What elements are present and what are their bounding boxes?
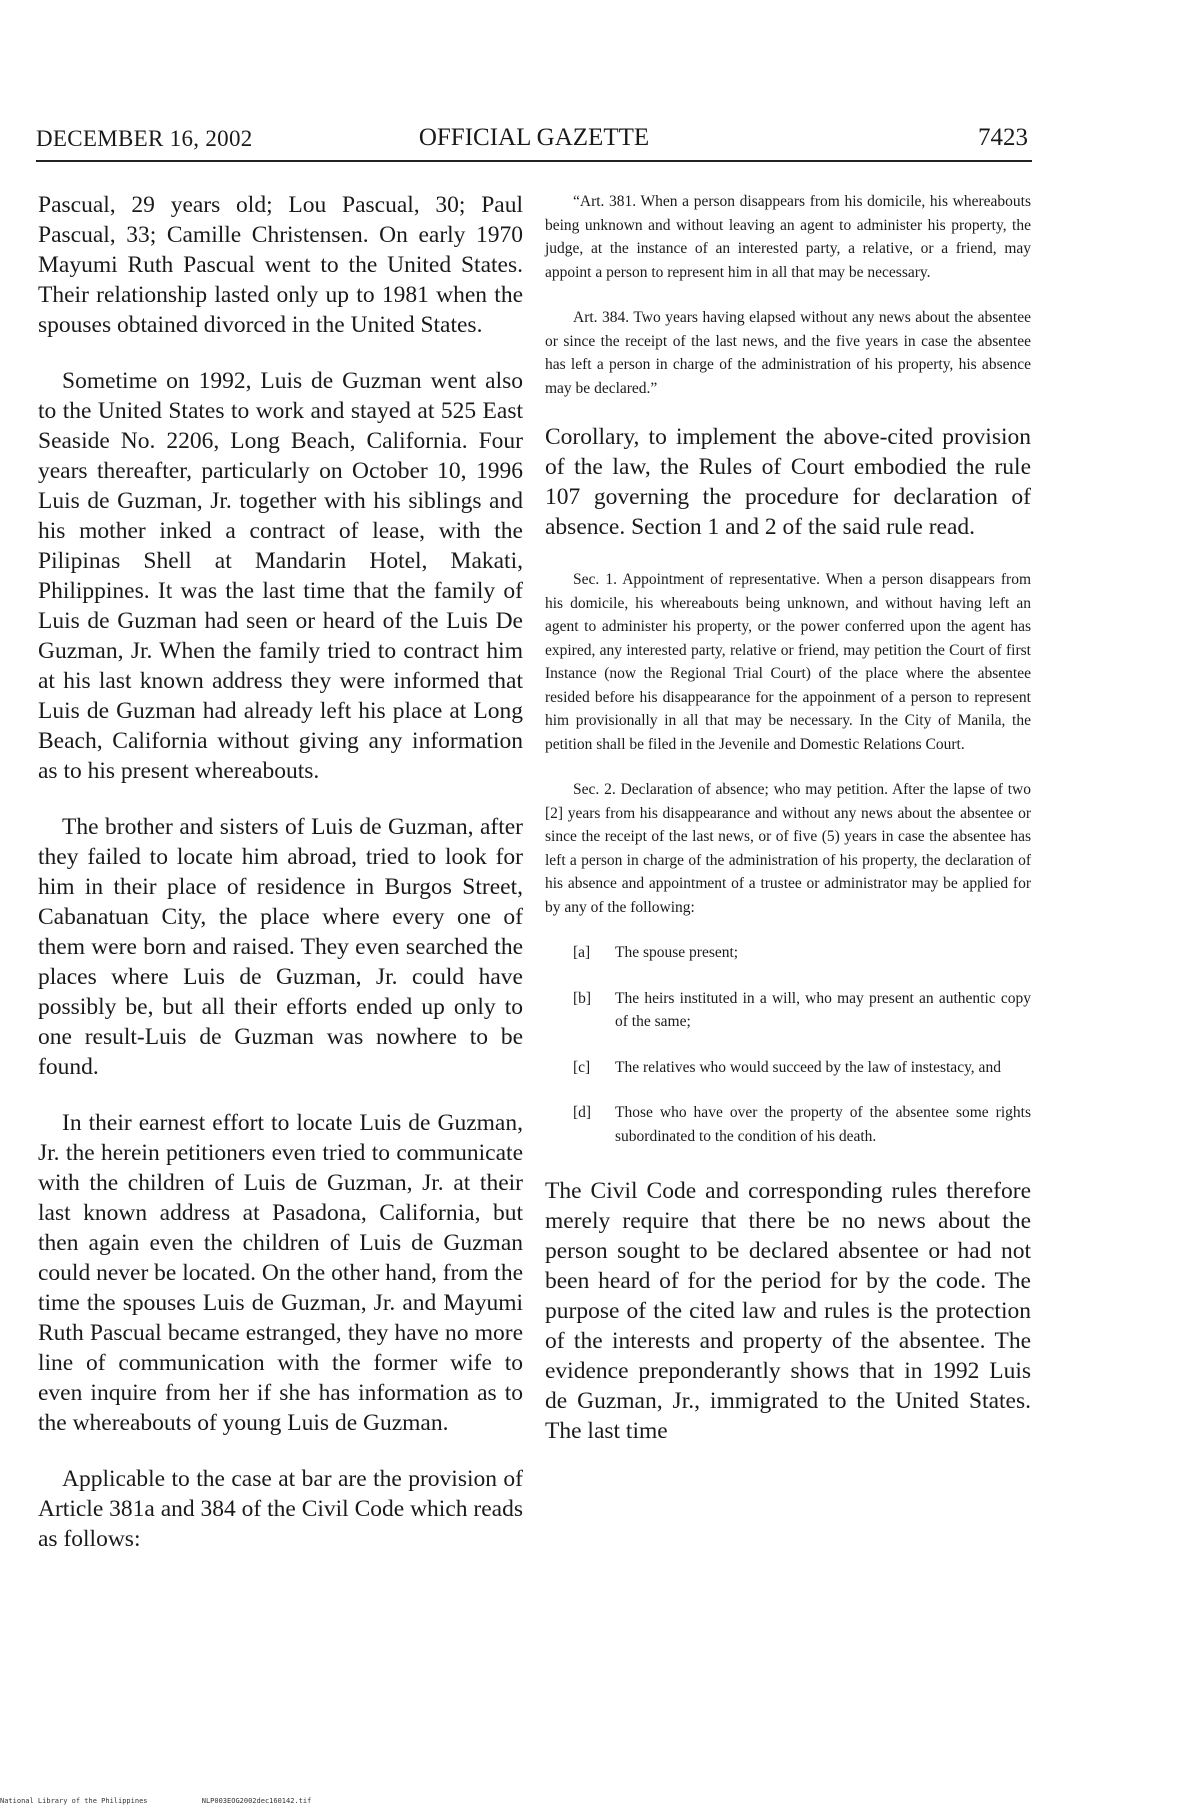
list-text: The relatives who would succeed by the law of instestacy, and	[615, 1058, 1001, 1076]
scan-footer	[0, 1797, 361, 1805]
list-item	[573, 987, 1031, 1034]
page-number: 7423	[978, 124, 1028, 151]
header-title: OFFICIAL GAZETTE	[418, 124, 650, 151]
list-marker: [a]	[573, 944, 591, 961]
rule-section-1: Sec. 1. Appointment of representative. When a person disappears from his domicile, his whereabouts being unknown, and without having left an agent to administer his property, or the power conferred upon the agent has expired, any interested party, relative or friend, may petition the Court of first Instance (now the Regional Trial Court) of the place where the absentee resided before his disappearance for the appoinment of a person to represent him provisionally in all that may be necessary. In the City of Manila, the petition shall be filed in the Jevenile and Domestic Relations Court.	[545, 571, 1031, 753]
list-text: The spouse present;	[615, 944, 739, 961]
paragraph: In their earnest effort to locate Luis de Guzman, Jr. the herein petitioners even tried to communicate with the children of Luis de Guzman, Jr. at their last known address at Pasadona, California, but then again even the children of Luis de Guzman could never be located. On the other hand, from the time the spouses Luis de Guzman, Jr. and Mayumi Ruth Pascual became estranged, they have no more line of communication with the former wife to even inquire from her if she has information as to the whereabouts of young Luis de Guzman.	[38, 1110, 523, 1436]
quoted-article-384: Art. 384. Two years having elapsed without any news about the absentee or since the receipt of the last news, and the five years in case the absentee has left a person in charge of the administration of his property, his absence may be declared.”	[545, 309, 1031, 397]
page-header	[36, 120, 1032, 162]
list-item	[573, 1056, 1031, 1080]
right-column	[545, 190, 1031, 1472]
quoted-article-381: “Art. 381. When a person disappears from his domicile, his whereabouts being unknown and without leaving an agent to administer his property, the judge, at the instance of an interested party, a relative, or a friend, may appoint a person to represent him in all that may be necessary.	[545, 193, 1031, 281]
header-date: DECEMBER 16, 2002	[36, 126, 253, 151]
paragraph: The brother and sisters of Luis de Guzman, after they failed to locate him abroad, tried to look for him in their place of residence in Burgos Street, Cabanatuan City, the place where every one of them were born and raised. They even searched the places where Luis de Guzman, Jr. could have possibly be, but all their efforts ended up only to one result-Luis de Guzman was nowhere to be found.	[38, 814, 523, 1080]
left-column	[38, 190, 523, 1580]
footer-file: NLP003EOG2002dec160142.tif	[201, 1797, 312, 1805]
list-marker: [b]	[573, 989, 592, 1007]
paragraph: Pascual, 29 years old; Lou Pascual, 30; Paul Pascual, 33; Camille Christensen. On early 1970 Mayumi Ruth Pascual went to the United States. Their relationship lasted only up to 1981 when the spouses obtained divorced in the United States.	[38, 192, 523, 338]
list-text: The heirs instituted in a will, who may present an authentic copy of the same;	[615, 989, 1031, 1030]
paragraph: The Civil Code and corresponding rules therefore merely require that there be no news about the person sought to be declared absentee or had not been heard of for the period for by the code. The purpose of the cited law and rules is the protection of the interests and property of the absentee. The evidence preponderantly shows that in 1992 Luis de Guzman, Jr., immigrated to the United States. The last time	[545, 1178, 1031, 1444]
footer-library: National Library of the Philippines	[0, 1797, 148, 1805]
petitioner-list	[573, 941, 1031, 1148]
paragraph: Sometime on 1992, Luis de Guzman went also to the United States to work and stayed at 525 East Seaside No. 2206, Long Beach, California. Four years thereafter, particularly on October 10, 1996 Luis de Guzman, Jr. together with his siblings and his mother inked a contract of lease, with the Pilipinas Shell at Mandarin Hotel, Makati, Philippines. It was the last time that the family of Luis de Guzman had seen or heard of the Luis De Guzman, Jr. When the family tried to contract him at his last known address they were informed that Luis de Guzman had already left his place at Long Beach, California without giving any information as to his present whereabouts.	[38, 368, 523, 784]
list-marker: [d]	[573, 1104, 592, 1121]
list-item	[573, 941, 1031, 965]
list-marker: [c]	[573, 1058, 591, 1076]
paragraph: Corollary, to implement the above-cited provision of the law, the Rules of Court embodied the rule 107 governing the procedure for declaration of absence. Section 1 and 2 of the said rule read.	[545, 424, 1031, 540]
paragraph: Applicable to the case at bar are the provision of Article 381a and 384 of the Civil Code which reads as follows:	[38, 1466, 523, 1552]
list-text: Those who have over the property of the absentee some rights subordinated to the condition of his death.	[615, 1104, 1031, 1145]
rule-section-2: Sec. 2. Declaration of absence; who may petition. After the lapse of two [2] years from his disappearance and without any news about the absentee or since the receipt of the last news, or of five (5) years in case the absentee has left a person in charge of the administration of his property, the declaration of his absence and appointment of a trustee or administrator may be applied for by any of the following:	[545, 781, 1031, 916]
list-item	[573, 1101, 1031, 1148]
